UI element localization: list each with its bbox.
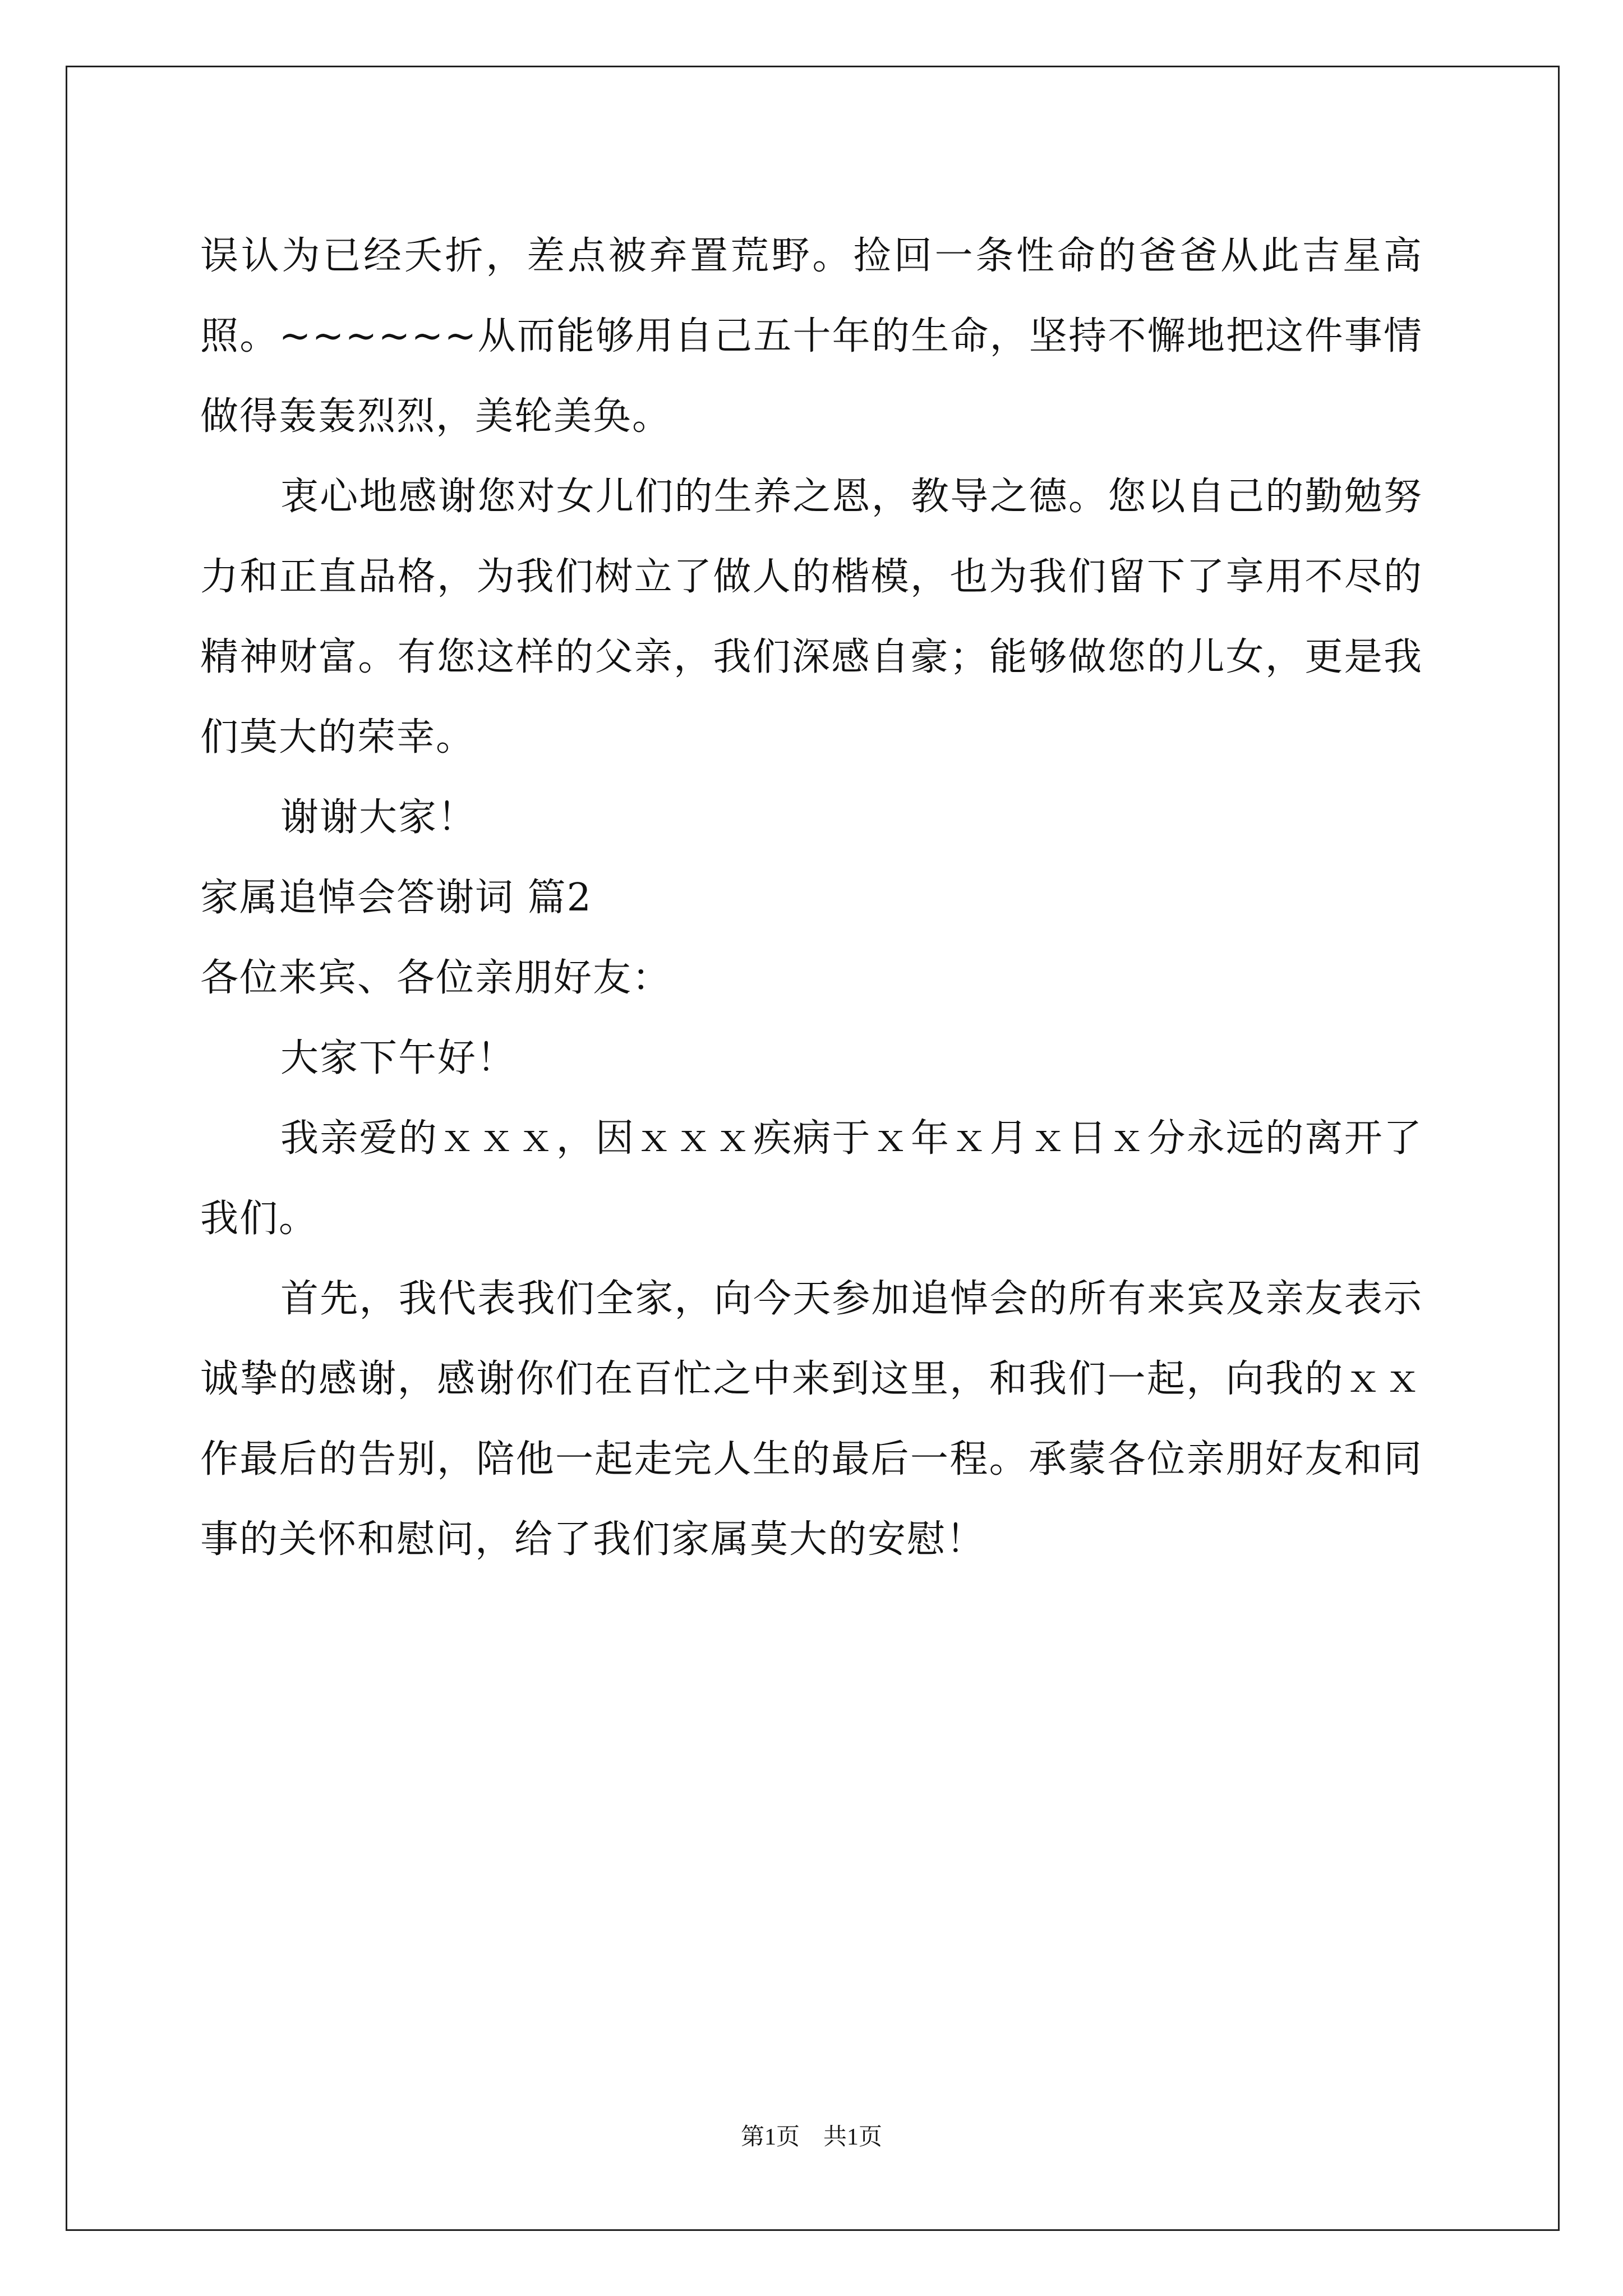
salutation: 各位来宾、各位亲朋好友： [200, 956, 672, 1000]
section-heading: 家属追悼会答谢词 篇2 [200, 876, 592, 920]
page-footer: 第1页 共1页 [740, 2124, 882, 2150]
paragraph-thanks: 谢谢大家！ [280, 795, 477, 840]
paragraph-gratitude: 首先，我代表我们全家，向今天参加追悼会的所有来宾及亲友表示诚挚的感谢，感谢你们在百忙之中来到这里，和我们一起，向我的ｘｘ作最后的告别，陪他一起走完人生的最后一程。承蒙各位亲朋好友和同事的关怀和慰问，给了我们家属莫大的安慰！ [200, 1277, 1423, 1562]
paragraph-2: 衷心地感谢您对女儿们的生养之恩，教导之德。您以自己的勤勉努力和正直品格，为我们树立了做人的楷模，也为我们留下了享用不尽的精神财富。有您这样的父亲，我们深感自豪；能够做您的儿女，更是我们莫大的荣幸。 [200, 475, 1423, 760]
document-body [200, 216, 1423, 1580]
paragraph-1: 误认为已经夭折，差点被弃置荒野。捡回一条性命的爸爸从此吉星高照。~~~~~~从而能够用自己五十年的生命，坚持不懈地把这件事情做得轰轰烈烈，美轮美奂。 [200, 234, 1423, 439]
greeting: 大家下午好！ [280, 1036, 517, 1080]
paragraph-announcement: 我亲爱的ｘｘｘ，因ｘｘｘ疾病于ｘ年ｘ月ｘ日ｘ分永远的离开了我们。 [200, 1116, 1423, 1241]
